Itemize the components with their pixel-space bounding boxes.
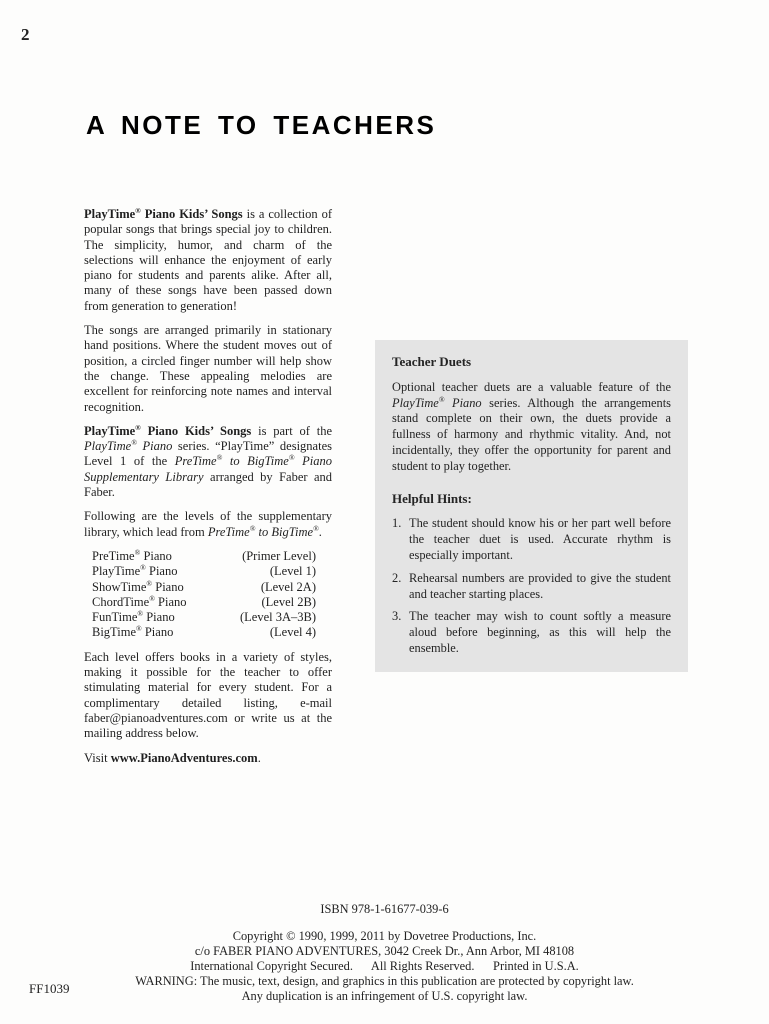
series-level: (Primer Level) xyxy=(242,548,316,563)
catalog-number: FF1039 xyxy=(29,981,70,996)
intro-paragraph: PlayTime® Piano Kids’ Songs is part of the PlayTime® Piano series. “PlayTime” designates Level 1 of the PreTime® to BigTime® Piano Supplementary Library arranged by Faber and Faber. xyxy=(84,422,333,500)
hint-item xyxy=(392,571,671,603)
teacher-duets-box xyxy=(375,340,688,672)
helpful-hints-heading: Helpful Hints: xyxy=(392,490,472,506)
series-name: ShowTime® Piano xyxy=(92,578,184,594)
address-line: c/o FABER PIANO ADVENTURES, 3042 Creek Dr., Ann Arbor, MI 48108 xyxy=(194,944,575,958)
levels-list xyxy=(92,549,316,641)
series-level: (Level 1) xyxy=(269,564,316,579)
list-item xyxy=(92,610,316,625)
hint-text: The teacher may wish to count softly a measure aloud before beginning, as this will help the ensemble. xyxy=(409,609,671,655)
hint-text: Rehearsal numbers are provided to give the student and teacher starting places. xyxy=(409,570,671,601)
series-level: (Level 4) xyxy=(269,625,316,640)
series-name: ChordTime® Piano xyxy=(92,593,187,609)
duplication-line: Any duplication is an infringement of U.S. copyright law. xyxy=(241,989,528,1003)
intro-column xyxy=(84,207,332,775)
isbn: ISBN 978-1-61677-039-6 xyxy=(320,902,449,916)
hint-item xyxy=(392,609,671,656)
website-line: Visit www.PianoAdventures.com. xyxy=(84,750,261,765)
list-item xyxy=(92,595,316,610)
hint-text: The student should know his or her part well before the teacher duet is used. Accurate rhythm is especially important. xyxy=(409,516,671,562)
list-item xyxy=(92,625,316,640)
series-name: PreTime® Piano xyxy=(92,547,172,563)
series-name: FunTime® Piano xyxy=(92,608,175,625)
series-level: (Level 3A–3B) xyxy=(239,610,316,625)
warning-line: WARNING: The music, text, design, and graphics in this publication are protected by copyright law. xyxy=(135,974,634,988)
rights-line: International Copyright Secured. All Rights Reserved. Printed in U.S.A. xyxy=(190,959,579,973)
intro-paragraph: PlayTime® Piano Kids’ Songs is a collection of popular songs that brings special joy to children. The simplicity, humor, and charm of the selections will enhance the enjoyment of early piano for students and parents alike. After all, many of these songs have been passed down from generation to generation! xyxy=(84,205,332,313)
series-level: (Level 2A) xyxy=(260,579,316,594)
intro-paragraph: Each level offers books in a variety of styles, making it possible for the teacher to offer stimulating material for every student. For a complimentary detailed listing, e-mail faber@pianoadventures.com or write us at the mailing address below. xyxy=(84,649,332,741)
intro-paragraph: The songs are arranged primarily in stationary hand positions. Where the student moves out of position, a circled finger number will help show the change. These appealing melodies are excellent for reinforcing note names and interval recognition. xyxy=(84,323,332,414)
hint-number: 3. xyxy=(392,609,402,624)
list-item xyxy=(92,580,316,595)
page-title: A NOTE TO TEACHERS xyxy=(86,110,437,140)
footer xyxy=(0,902,769,1004)
series-name: BigTime® Piano xyxy=(92,624,174,640)
series-level: (Level 2B) xyxy=(261,594,316,609)
list-item xyxy=(92,549,316,564)
hint-number: 1. xyxy=(392,516,402,531)
copyright-line: Copyright © 1990, 1999, 2011 by Dovetree Productions, Inc. xyxy=(232,929,537,943)
teacher-duets-heading: Teacher Duets xyxy=(392,354,472,369)
hint-item xyxy=(392,516,671,563)
series-name: PlayTime® Piano xyxy=(92,563,178,579)
intro-paragraph: Following are the levels of the supplementary library, which lead from PreTime® to BigTime®. xyxy=(84,509,332,539)
teacher-duets-body: Optional teacher duets are a valuable feature of the PlayTime® Piano series. Although the arrangements stand complete on their own, the duets provide a fullness of harmony and rhythmic vitality. And, not incidentally, they offer the opportunity for parent and student to play together. xyxy=(392,379,672,473)
page-number: 2 xyxy=(21,25,30,44)
list-item xyxy=(92,564,316,579)
hint-number: 2. xyxy=(392,570,402,585)
